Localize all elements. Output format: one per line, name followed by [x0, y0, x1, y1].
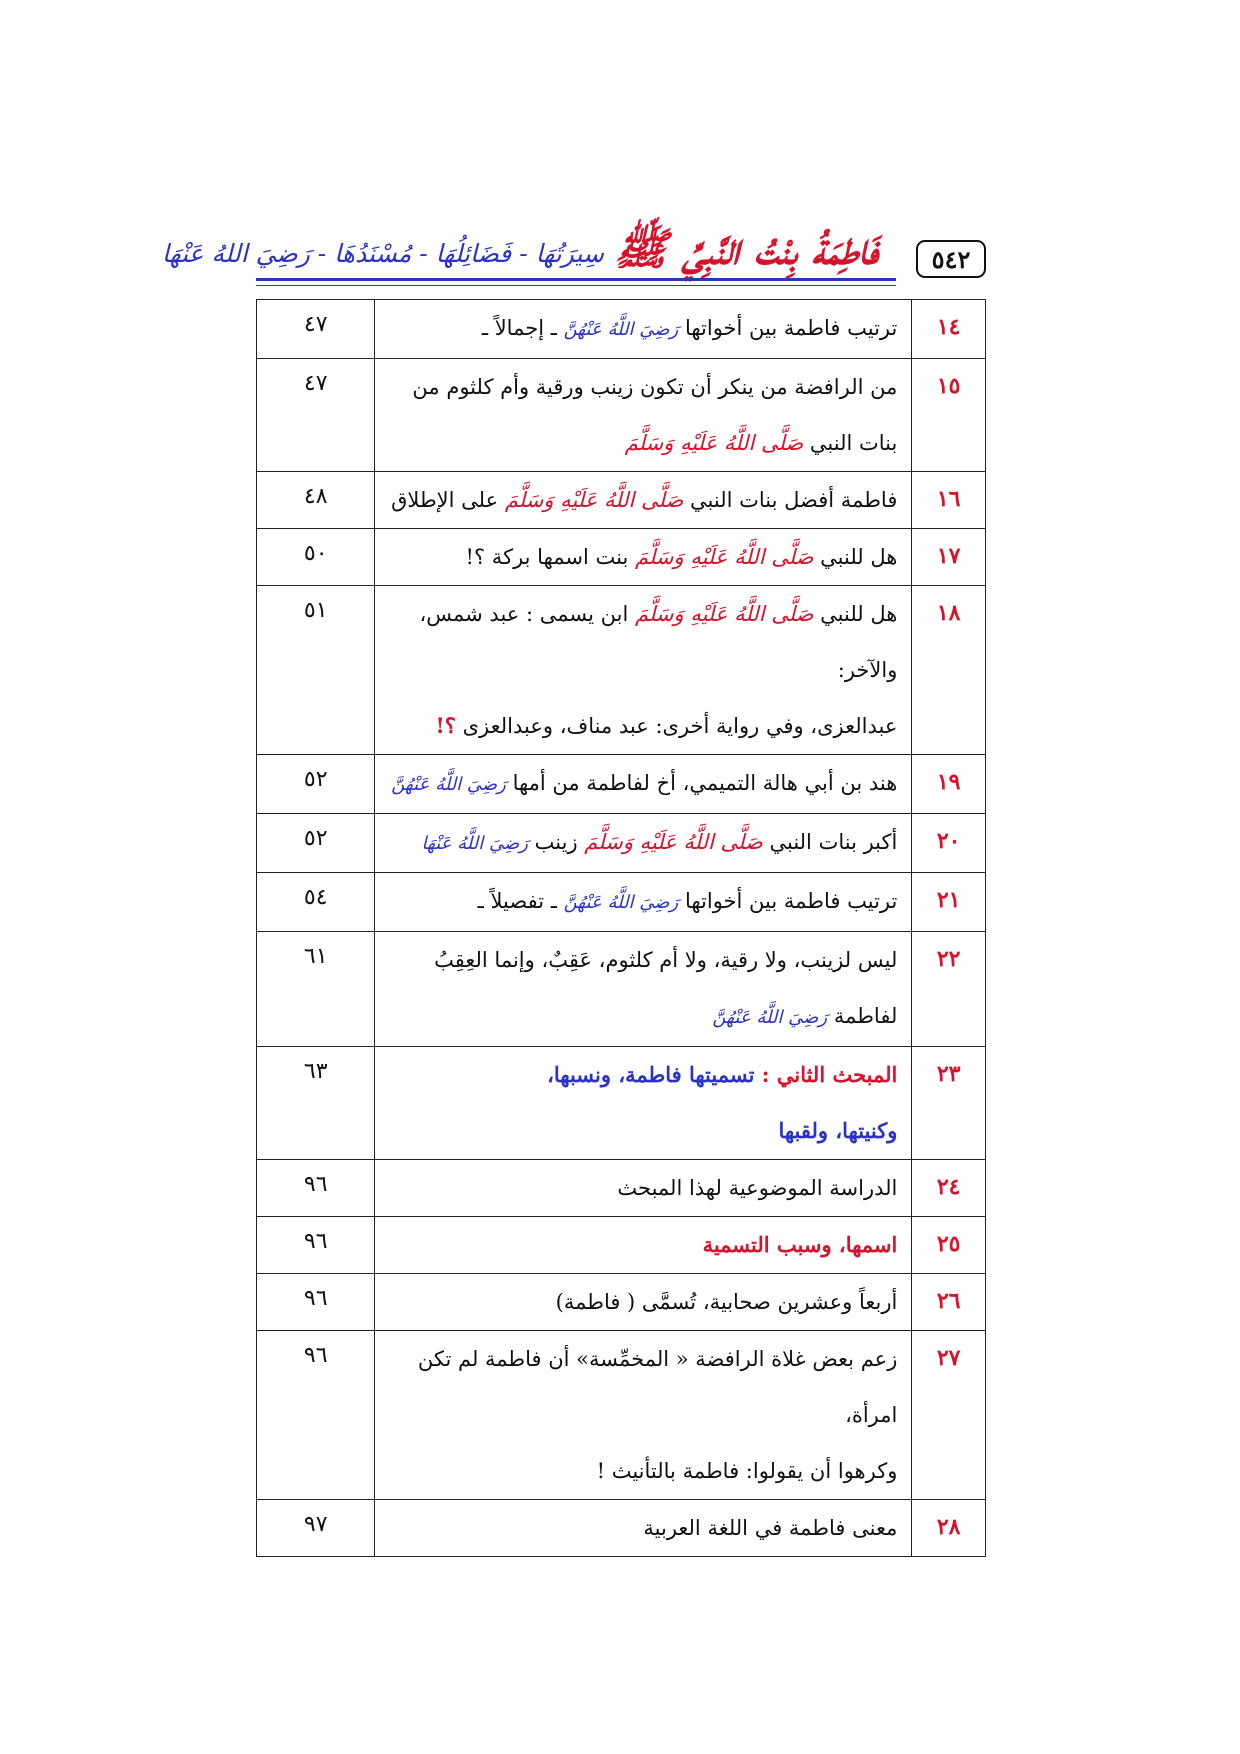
entry-title: فاطمة أفضل بنات النبي صَلَّى اللَّهُ عَلَيْهِ وَسَلَّمَ على الإطلاق	[375, 472, 912, 529]
contents-table	[256, 299, 986, 1557]
entry-number: ٢٦	[912, 1274, 986, 1331]
header-rule-thin	[256, 285, 896, 286]
entry-title: من الرافضة من ينكر أن تكون زينب ورقية وأم كلثوم من بنات النبي صَلَّى اللَّهُ عَلَيْهِ وَسَلَّمَ	[375, 359, 912, 472]
entry-page: ٩٦	[257, 1331, 375, 1500]
table-row	[257, 814, 986, 873]
entry-number: ٢٨	[912, 1500, 986, 1557]
entry-number: ٢٠	[912, 814, 986, 873]
section-heading: المبحث الثاني : تسميتها فاطمة، ونسبها، وكنيتها، ولقبها	[375, 1047, 912, 1160]
entry-number: ٢١	[912, 873, 986, 932]
table-row	[257, 1047, 986, 1160]
entry-title: هل للنبي صَلَّى اللَّهُ عَلَيْهِ وَسَلَّمَ ابن يسمى : عبد شمس، والآخر: عبدالعزى، وفي رواية أخرى: عبد مناف، وعبدالعزى ؟!	[375, 586, 912, 755]
entry-title: ترتيب فاطمة بين أخواتها رَضِيَ اللَّهُ عَنْهُنَّ ـ إجمالاً ـ	[375, 300, 912, 359]
entry-page: ٥٤	[257, 873, 375, 932]
entry-page: ٦٣	[257, 1047, 375, 1160]
table-row	[257, 1160, 986, 1217]
entry-number: ١٦	[912, 472, 986, 529]
entry-page: ٤٨	[257, 472, 375, 529]
table-row	[257, 873, 986, 932]
entry-page: ٥٢	[257, 814, 375, 873]
header-rule	[256, 278, 896, 281]
table-row	[257, 1500, 986, 1557]
entry-number: ١٥	[912, 359, 986, 472]
entry-number: ٢٢	[912, 932, 986, 1047]
entry-page: ٤٧	[257, 359, 375, 472]
entry-title: زعم بعض غلاة الرافضة « المخمِّسة» أن فاطمة لم تكن امرأة، وكرهوا أن يقولوا: فاطمة بالتأنيث !	[375, 1331, 912, 1500]
entry-page: ٥٠	[257, 529, 375, 586]
table-row	[257, 755, 986, 814]
entry-title: معنى فاطمة في اللغة العربية	[375, 1500, 912, 1557]
entry-page: ٤٧	[257, 300, 375, 359]
entry-title: اسمها، وسبب التسمية	[375, 1217, 912, 1274]
entry-page: ٥٢	[257, 755, 375, 814]
book-title: فَاطِمَةُ بِنْتُ النَّبِيِّ ﷺ	[614, 224, 878, 275]
entry-title: هند بن أبي هالة التميمي، أخ لفاطمة من أمها رَضِيَ اللَّهُ عَنْهُنَّ	[375, 755, 912, 814]
table-row	[257, 1274, 986, 1331]
entry-number: ١٤	[912, 300, 986, 359]
entry-number: ٢٣	[912, 1047, 986, 1160]
entry-number: ١٨	[912, 586, 986, 755]
entry-title: أربعاً وعشرين صحابية، تُسمَّى ( فاطمة)	[375, 1274, 912, 1331]
entry-number: ٢٤	[912, 1160, 986, 1217]
table-row	[257, 1217, 986, 1274]
book-subtitle: سِيرَتُهَا - فَضَائِلُهَا - مُسْنَدُهَا - رَضِيَ اللهُ عَنْهَا	[161, 239, 604, 268]
table-row	[257, 300, 986, 359]
table-row	[257, 586, 986, 755]
entry-title: أكبر بنات النبي صَلَّى اللَّهُ عَلَيْهِ وَسَلَّمَ زينب رَضِيَ اللَّهُ عَنْهَا	[375, 814, 912, 873]
entry-title: الدراسة الموضوعية لهذا المبحث	[375, 1160, 912, 1217]
entry-number: ٢٥	[912, 1217, 986, 1274]
entry-page: ٦١	[257, 932, 375, 1047]
page-number: ٥٤٢	[916, 240, 986, 278]
table-row	[257, 932, 986, 1047]
entry-title: ترتيب فاطمة بين أخواتها رَضِيَ اللَّهُ عَنْهُنَّ ـ تفصيلاً ـ	[375, 873, 912, 932]
entry-page: ٩٦	[257, 1160, 375, 1217]
entry-page: ٩٦	[257, 1217, 375, 1274]
entry-title: ليس لزينب، ولا رقية، ولا أم كلثوم، عَقِبٌ، وإنما العِقِبُ لفاطمة رَضِيَ اللَّهُ عَنْهُنَّ	[375, 932, 912, 1047]
entry-page: ٩٧	[257, 1500, 375, 1557]
entry-page: ٥١	[257, 586, 375, 755]
entry-number: ١٩	[912, 755, 986, 814]
table-row	[257, 472, 986, 529]
entry-number: ٢٧	[912, 1331, 986, 1500]
table-row	[257, 1331, 986, 1500]
entry-page: ٩٦	[257, 1274, 375, 1331]
page-header	[161, 200, 986, 278]
book-title-block	[161, 200, 878, 275]
entry-title: هل للنبي صَلَّى اللَّهُ عَلَيْهِ وَسَلَّمَ بنت اسمها بركة ؟!	[375, 529, 912, 586]
table-row	[257, 529, 986, 586]
table-row	[257, 359, 986, 472]
entry-number: ١٧	[912, 529, 986, 586]
